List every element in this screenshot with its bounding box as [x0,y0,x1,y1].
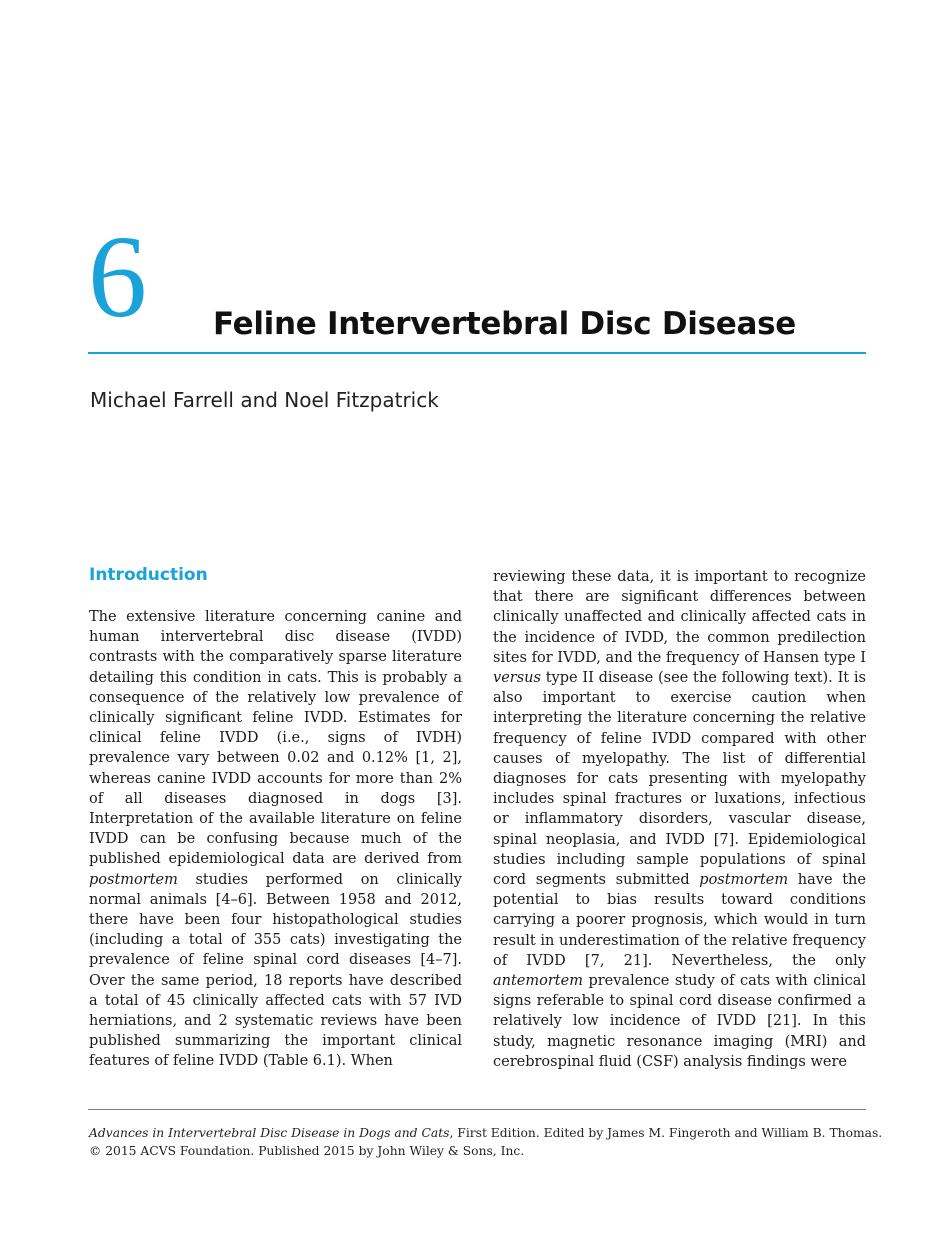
footer-book-title: Advances in Intervertebral Disc Disease in Dogs and Cats [89,1126,450,1140]
footer-copyright: © 2015 ACVS Foundation. Published 2015 by John Wiley & Sons, Inc. [89,1144,525,1158]
body-text-italic: postmortem [89,871,178,888]
footer-citation [89,1124,889,1160]
body-text: reviewing these data, it is important to recognize that there are significant differences between clinically unaffected and clinically affected cats in the incidence of IVDD, the common predilection sites for IVDD, and the frequency of Hansen type I [493,569,866,666]
body-text: type II disease (see the following text). It is also important to exercise caution when interpreting the literature concerning the relative frequency of feline IVDD compared with other causes of myelopathy. The list of differential diagnoses for cats presenting with myelopathy includes spinal fractures or luxations, infectious or inflammatory disorders, vascular disease, spinal neoplasia, and IVDD [7]. Epidemiological studies including sample populations of spinal cord segments submitted [493,670,866,889]
body-text-italic: antemortem [493,973,583,990]
body-text: studies performed on clinically normal animals [4–6]. Between 1958 and 2012, there have been four histopathological studies (including a total of 355 cats) investigating the prevalence of feline spinal cord diseases [4–7]. Over the same period, 18 reports have described a total of 45 clinically affected cats with 57 IVD herniations, and 2 systematic reviews have been published summarizing the important clinical features of feline IVDD (Table 6.1). When [89,871,462,1070]
body-column-right [493,567,866,1072]
body-column-left [89,607,462,1072]
body-text: The extensive literature concerning canine and human intervertebral disc disease (IVDD) contrasts with the comparatively sparse literature detailing this condition in cats. This is probably a consequence of the relatively low prevalence of clinically significant feline IVDD. Estimates for clinical feline IVDD (i.e., signs of IVDH) prevalence vary between 0.02 and 0.12% [1, 2], whereas canine IVDD accounts for more than 2% of all diseases diagnosed in dogs [3]. Interpretation of the available literature on feline IVDD can be confusing because much of the published epidemiological data are derived from [89,609,462,868]
title-divider [88,352,866,354]
chapter-authors: Michael Farrell and Noel Fitzpatrick [90,388,439,412]
body-text-italic: postmortem [699,872,789,889]
section-heading-introduction: Introduction [89,565,208,585]
footer-line-book [89,1124,889,1142]
footer-book-details: , First Edition. Edited by James M. Fingeroth and William B. Thomas. [449,1126,883,1140]
chapter-title: Feline Intervertebral Disc Disease [213,306,797,342]
chapter-number: 6 [88,211,147,342]
body-text: prevalence study of cats with clinical signs referable to spinal cord disease confirmed a relatively low incidence of IVDD [21]. In this study, magnetic resonance imaging (MRI) and cerebrospinal fluid (CSF) analysis findings were [493,973,866,1070]
body-text-italic: versus [493,670,541,687]
body-text: have the potential to bias results toward conditions carrying a poorer prognosis, which would in turn result in underestimation of the relative frequency of IVDD [7, 21]. Nevertheless, the only [493,872,866,969]
footer-divider [88,1109,866,1110]
